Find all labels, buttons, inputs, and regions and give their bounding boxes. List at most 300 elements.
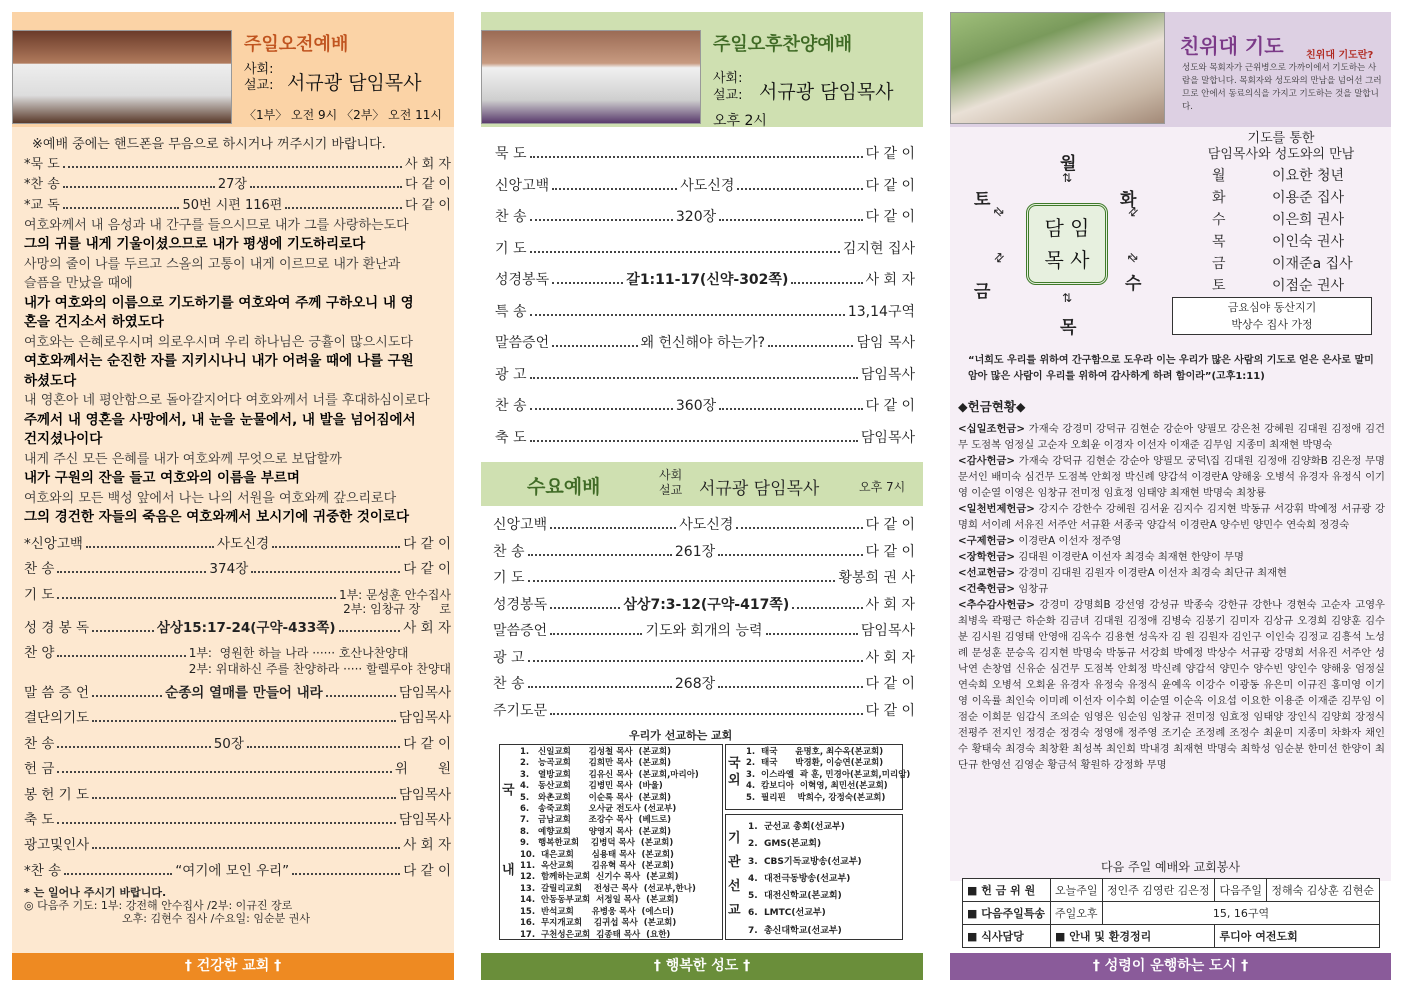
order-label: 찬 송 xyxy=(24,735,55,752)
verse-line: 하셨도다 xyxy=(24,372,77,389)
wednesday-preacher: 서규광 담임목사 xyxy=(699,479,820,499)
order-row xyxy=(24,808,451,833)
order-leader: 다 같 이 xyxy=(403,561,451,578)
order-leader: 담임목사 xyxy=(860,429,915,446)
order-row xyxy=(493,539,915,566)
order-label: 찬 송 xyxy=(493,543,525,560)
order-label: 기 도 xyxy=(493,570,525,586)
order-row xyxy=(495,297,915,329)
order-label: 신앙고백 xyxy=(493,517,548,533)
order-label: 주기도문 xyxy=(493,702,548,719)
order-label: 헌 금 xyxy=(24,761,55,778)
order-label: 광고및인사 xyxy=(24,837,90,854)
table-cell: ■ 다음주일특송 xyxy=(963,902,1051,925)
table-cell: 15, 16구역 xyxy=(1102,902,1379,925)
afternoon-preacher: 서규광 담임목사 xyxy=(759,81,894,103)
dot-leader xyxy=(63,179,215,188)
schedule-person: 이점순 권사 xyxy=(1272,278,1345,294)
wednesday-time: 오후 7시 xyxy=(859,480,906,494)
list-item: 2. 태국 박경환, 이승연(본교회) xyxy=(746,758,884,769)
table-cell: 정해숙 김상훈 김현순 xyxy=(1267,879,1380,902)
order-leader: 다 같 이 xyxy=(865,209,916,225)
order-label: *찬 송 xyxy=(24,862,62,879)
order-leader: 다 같 이 xyxy=(865,146,915,162)
table-cell: ■ 안내 및 환경정리 xyxy=(1051,925,1215,948)
list-item: 3. 열방교회 김유신 목사 (본교회,마리아) xyxy=(520,769,699,780)
order-label: 광 고 xyxy=(493,649,525,666)
offering-title: ◆헌금현황◆ xyxy=(950,397,1391,417)
order-leader: 다 같 이 xyxy=(865,398,916,414)
list-item: 2. 능곡교회 김희만 목사 (본교회) xyxy=(520,758,671,769)
prayer-footer: † 성령이 운행하는 도시 † xyxy=(950,953,1391,980)
list-item: 5. 와촌교회 이순록 목사 (본교회) xyxy=(520,792,671,803)
dot-leader xyxy=(272,539,400,548)
order-value: 261장 xyxy=(674,543,716,560)
dot-leader xyxy=(737,181,862,190)
prayer-quote: “너희도 우리를 위하여 간구함으로 도우라 이는 우리가 많은 사람의 기도로 얻은 은사로 말미암아 많은 사람이 우리를 위하여 감사하게 하려 함이라”(고후1:11) xyxy=(950,349,1391,397)
offering-category: <건축헌금> xyxy=(958,583,1016,595)
verse-line: 내게 주신 모든 은혜를 내가 여호와께 무엇으로 보답할까 xyxy=(24,451,342,467)
dot-leader xyxy=(550,520,676,529)
order-row xyxy=(24,196,451,216)
order-row xyxy=(493,698,915,725)
order-leader: 사 회 자 xyxy=(865,272,916,288)
offering-names: 강경미 강명희B 강선영 강성규 박종숙 강한규 강한나 경현숙 고순자 고영우 최병욱 곽평근 하순화 김금녀 김대원 김정애 김병숙 김봉기 김미자 김상규 오경희 김양훈 김수분 김시원 김영태 안영애 김옥수 김용현 성옥자 김 원 김원자 김인구 이인숙 김정교 김흥석 노성례 문성훈 문승옥 김지현 박명숙 박동규 서강희 박예정 박상수 서규광 강명희 서유진 서주안 성낙연 손창엽 신유순 심건무 도점복 안회정 박신례 양갑석 양민수 양수빈 양인수 양해웅 엄정실 연숙희 오병석 오회윤 유경자 유정숙 유정식 윤예옥 이강수 이광동 유은미 이규진 홍미영 이기영 이옥률 최인숙 이미례 이선자 이수희 이순열 이순옥 이요섭 이요한 이용준 이재준 김무임 이점순 이희문 임갑식 조의순 임영은 임순임 임창규 전미정 임효정 임태양 장인식 김양희 장정식 전평주 전지인 정경순 정경숙 정영애 정주영 조기순 조정례 조정수 최윤미 지종미 차화자 채인수 황태숙 최경숙 최창환 최성복 최인희 박내경 최재현 박명숙 최학성 임순분 한미선 한양이 최단규 한영선 김영순 황금석 황원하 강정화 무명 xyxy=(958,599,1385,771)
dot-leader xyxy=(57,590,336,599)
table-cell: 오늘주일 xyxy=(1051,879,1103,902)
dot-leader xyxy=(92,623,154,632)
order-label: 말 씀 증 언 xyxy=(24,685,90,702)
day-sat: 토 xyxy=(974,190,991,210)
order-row xyxy=(495,265,915,297)
dot-leader xyxy=(528,679,672,688)
day-mon: 월 xyxy=(1060,154,1077,174)
prayer-schedule-row xyxy=(1212,209,1353,231)
arrow-sat-icon: ⇅ xyxy=(990,203,1008,221)
offering-names: 강지수 강한수 강혜원 김서윤 김지수 김지현 박동규 서강휘 박예정 서규광 강명희 서이례 서유진 서주안 서규환 서종국 양갑석 이경란A 양수빈 양민수 연숙희 정경숙 xyxy=(958,503,1385,531)
offering-names: 강경미 김대원 김원자 이경란A 이선자 최경숙 최단규 최재현 xyxy=(1018,567,1288,579)
order-leader: 다 같 이 xyxy=(865,517,916,533)
offering-category: <장학헌금> xyxy=(958,551,1016,563)
verse-line: 슬픔을 만났을 때에 xyxy=(24,276,133,292)
offering-entry xyxy=(958,533,1385,549)
dot-leader xyxy=(92,713,396,722)
order-row xyxy=(24,681,451,706)
order-row xyxy=(24,557,451,582)
list-item: 6. 송죽교회 오사균 전도사 (선교부) xyxy=(520,804,677,815)
org-box xyxy=(725,814,903,940)
dot-leader xyxy=(57,648,185,657)
choir-photo xyxy=(12,30,232,124)
order-value: 320장 xyxy=(675,209,717,225)
wednesday-order xyxy=(481,506,923,724)
order-row xyxy=(24,757,451,782)
verse-line: 여호와의 모든 백성 앞에서 나는 나의 서원을 여호와께 갚으리로다 xyxy=(24,490,397,506)
dot-leader xyxy=(530,307,845,316)
arrow-mon-icon: ⇅ xyxy=(1062,171,1073,185)
schedule-person: 이용준 집사 xyxy=(1272,190,1345,206)
prayer-photo xyxy=(950,12,1165,124)
list-item: 10. 대은교회 심용태 목사 (본교회) xyxy=(520,849,674,860)
order-row xyxy=(24,175,451,195)
order-row xyxy=(495,328,915,360)
order-value: 374장 xyxy=(209,561,249,578)
schedule-day: 월 xyxy=(1212,168,1226,184)
order-leader: 담임목사 xyxy=(398,710,451,727)
dot-leader xyxy=(550,600,620,609)
stand-notice: * 는 일어나 주시기 바랍니다. xyxy=(24,886,167,900)
verse-line: 주께서 내 영혼을 사망에서, 내 눈을 눈물에서, 내 발을 넘어짐에서 xyxy=(24,411,416,428)
afternoon-header xyxy=(481,12,923,127)
dot-leader xyxy=(63,159,402,168)
wednesday-roles: 사회 설교 xyxy=(659,468,683,497)
dot-leader xyxy=(339,623,401,632)
table-row xyxy=(963,879,1380,902)
offering-category: <추수감사헌금> xyxy=(958,599,1035,611)
order-leader: 다 같 이 xyxy=(865,177,916,194)
table-cell: 루디아 여전도회 xyxy=(1215,925,1380,948)
schedule-day: 금 xyxy=(1212,256,1226,272)
order-leader: 김지현 집사 xyxy=(842,240,915,257)
schedule-person: 이인숙 권사 xyxy=(1272,234,1345,250)
responsive-reading xyxy=(24,216,451,528)
list-item: 3. CBS기독교방송(선교부) xyxy=(748,856,862,867)
table-row xyxy=(963,925,1380,948)
order-leader: 다 같 이 xyxy=(865,702,915,719)
schedule-title: 기도를 통한 담임목사와 성도와의 만남 xyxy=(1207,131,1355,162)
order-leader: 위 원 xyxy=(394,761,451,778)
list-item: 12. 함께하는교회 신기수 목사 (본교회) xyxy=(520,872,679,883)
order-label: 말씀증언 xyxy=(493,623,548,639)
order-row xyxy=(495,423,915,455)
order-value: 27장 xyxy=(217,177,247,193)
order-leader: 담임목사 xyxy=(398,786,451,803)
dot-leader xyxy=(250,179,402,188)
dot-leader xyxy=(718,679,862,688)
order-label: *찬 송 xyxy=(24,177,60,193)
order-label: 묵 도 xyxy=(495,146,527,162)
morning-service-panel xyxy=(12,12,454,980)
list-item: 2. GMS(본교회) xyxy=(748,839,822,850)
wednesday-header xyxy=(481,462,923,506)
morning-footer: † 건강한 교회 † xyxy=(12,953,454,980)
order-leader: 사 회 자 xyxy=(403,837,451,854)
order-label: 찬 양 xyxy=(24,645,55,662)
dot-leader xyxy=(736,520,862,529)
order-row xyxy=(24,833,451,858)
afternoon-order xyxy=(481,127,923,454)
choir-photo-2 xyxy=(481,30,701,124)
list-item: 1. 신일교회 김성철 목사 (본교회) xyxy=(520,747,671,757)
dot-leader xyxy=(530,370,858,379)
order-leader: 다 같 이 xyxy=(865,543,916,560)
dot-leader xyxy=(530,401,673,410)
offering-category: <일천번제헌금> xyxy=(958,503,1035,515)
order-label: 찬 송 xyxy=(495,398,527,414)
dot-leader xyxy=(292,866,400,875)
order-leader: 담임 목사 xyxy=(856,335,915,351)
order-label: 신앙고백 xyxy=(495,177,550,194)
list-item: 6. LMTC(선교부) xyxy=(748,908,826,919)
order-leader: 사 회 자 xyxy=(865,596,916,613)
dot-leader xyxy=(251,564,400,573)
table-row xyxy=(963,902,1380,925)
dot-leader xyxy=(63,200,180,209)
order-leader: 담임목사 xyxy=(398,812,451,829)
order-row xyxy=(24,732,451,757)
verse-line: 내 영혼아 네 평안함으로 돌아갈지어다 여호와께서 너를 후대하심이로다 xyxy=(24,393,430,409)
phone-notice: ※예배 중에는 핸드폰을 무음으로 하시거나 꺼주시기 바랍니다. xyxy=(32,137,386,152)
verse-line: 여호와는 은혜로우시며 의로우시며 우리 하나님은 긍휼이 많으시도다 xyxy=(24,334,413,350)
dot-leader xyxy=(718,547,862,556)
order-value: 기도와 회개의 능력 xyxy=(645,623,763,639)
order-label: 결단의기도 xyxy=(24,710,90,727)
prayer-question: 친위대 기도란? xyxy=(1306,50,1374,61)
order-row xyxy=(24,859,451,884)
order-label: *신앙고백 xyxy=(24,535,83,552)
day-wed: 수 xyxy=(1125,274,1142,294)
org-label: 기 관 선 교 xyxy=(728,831,741,918)
prayer-desc: 성도와 목회자가 근위병으로 가까이에서 기도하는 사람을 말합니다. 목회자와 성도와의 만남을 넘어선 그러므로 안에서 동료의식을 가지고 기도하는 것을 말합니다. xyxy=(1182,63,1382,112)
domestic-label: 국 내 xyxy=(502,783,515,878)
order-label: *교 독 xyxy=(24,197,60,213)
list-item: 5. 대전신학교(본교회) xyxy=(748,891,842,902)
dot-leader xyxy=(719,212,862,221)
dot-leader xyxy=(552,338,637,347)
dot-leader xyxy=(64,866,172,875)
dot-leader xyxy=(550,706,862,715)
arrow-thu-icon: ⇅ xyxy=(1062,291,1073,305)
afternoon-footer: † 행복한 성도 † xyxy=(481,953,923,980)
order-leader: 다 같 이 xyxy=(405,197,451,213)
dot-leader xyxy=(552,181,677,190)
order-row xyxy=(495,202,915,234)
next-week-title: 다음 주일 예배와 교회봉사 xyxy=(950,853,1391,881)
offering-entry xyxy=(958,565,1385,581)
order-value: 왜 헌신해야 하는가? xyxy=(640,335,766,351)
afternoon-time: 오후 2시 xyxy=(713,113,767,129)
list-item: 5. 필리핀 박희수, 강정숙(본교회) xyxy=(746,792,886,803)
order-row xyxy=(495,139,915,171)
prayer-header xyxy=(950,12,1391,127)
list-item: 13. 갈릴리교회 전성근 목사 (선교부,한나) xyxy=(520,883,696,894)
missions-title: 우리가 선교하는 교회 xyxy=(629,729,733,742)
pastor-center-box: 담 임 목 사 xyxy=(1026,203,1108,285)
morning-title: 주일오전예배 xyxy=(244,34,349,55)
offering-names: 김대원 이경란A 이선자 최경숙 최재현 한양이 무명 xyxy=(1018,551,1244,563)
dot-leader xyxy=(528,547,672,556)
order-row xyxy=(24,616,451,641)
foreign-label: 국 외 xyxy=(728,756,741,788)
prayer-diagram-section xyxy=(950,127,1391,349)
dot-leader xyxy=(552,275,623,284)
order-leader: 담임목사 xyxy=(860,623,915,639)
list-item: 7. 총신대학교(선교부) xyxy=(748,925,842,936)
list-item: 11. 옥산교회 김유혁 목사 (본교회) xyxy=(520,861,674,872)
list-item: 4. 동산교회 김병민 목사 (바울) xyxy=(520,781,663,792)
dot-leader xyxy=(92,840,400,849)
dot-leader xyxy=(247,739,400,748)
order-row xyxy=(493,565,915,592)
dot-leader xyxy=(530,244,840,253)
verse-line: 그의 귀를 내게 기울이셨으므로 내가 평생에 기도하리로다 xyxy=(24,236,366,253)
schedule-day: 목 xyxy=(1212,234,1226,250)
list-item: 1. 태국 윤명호, 최수옥(본교회) xyxy=(746,747,884,757)
table-cell: ■ 헌 금 위 원 xyxy=(963,879,1051,902)
schedule-person: 이은희 권사 xyxy=(1272,212,1345,228)
schedule-person: 이재준a 집사 xyxy=(1272,256,1353,272)
dot-leader xyxy=(550,626,642,635)
list-item: 17. 구천성은교회 김종태 목사 (요한) xyxy=(520,929,671,940)
order-row xyxy=(24,645,451,677)
table-cell: 주일오후 xyxy=(1051,902,1103,925)
order-label: 기 도 xyxy=(24,586,55,603)
table-cell: ■ 식사담당 xyxy=(963,925,1051,948)
prayer-title: 친위대 기도 xyxy=(1180,34,1284,58)
dot-leader xyxy=(86,539,214,548)
prayer-panel xyxy=(950,12,1391,980)
dot-leader xyxy=(768,338,853,347)
order-leader: 사 회 자 xyxy=(865,649,915,666)
order-leader: 담임목사 xyxy=(860,366,915,383)
next-prayer-2: 오후: 김현수 집사 /수요일: 임순분 권사 xyxy=(122,912,310,926)
schedule-day: 토 xyxy=(1212,278,1226,294)
list-item: 3. 이스라엘 곽 훈, 민경아(본교회,미리암) xyxy=(746,769,911,780)
offering-category: <선교헌금> xyxy=(958,567,1016,579)
order-value: 삼상15:17-24(구약-433쪽) xyxy=(156,619,336,636)
next-prayer-1: ◎ 다음주 기도: 1부: 강전해 안수집사 /2부: 이규진 장로 xyxy=(24,899,293,913)
offering-names: 가재숙 강경미 강덕규 김현순 강순아 양필모 강은천 강혜원 김대원 김정애 김건무 도점복 엄정실 고순자 오회윤 이경자 이선자 이재준 김무임 지종미 최재현 박명숙 xyxy=(958,423,1385,451)
list-item: 9. 행복한교회 김병덕 목사 (본교회) xyxy=(520,838,674,849)
order-leader: 1부: 문성훈 안수집사 2부: 임창규 장 로 xyxy=(338,587,451,616)
offering-list xyxy=(950,417,1391,853)
offering-entry xyxy=(958,421,1385,453)
order-leader: 황봉희 권 사 xyxy=(838,570,915,586)
schedule-day: 화 xyxy=(1212,190,1226,206)
offering-names: 임창규 xyxy=(1018,583,1049,595)
order-row xyxy=(493,671,915,698)
dot-leader xyxy=(528,653,863,662)
dot-leader xyxy=(285,200,402,209)
order-leader: 사 회 자 xyxy=(405,157,451,173)
order-label: 축 도 xyxy=(495,429,527,446)
order-label: 성경봉독 xyxy=(493,596,548,613)
order-label: 특 송 xyxy=(495,303,527,320)
table-cell: 정인주 김영란 김은정 xyxy=(1102,879,1215,902)
order-row xyxy=(495,171,915,203)
order-row xyxy=(24,706,451,731)
order-label: 기 도 xyxy=(495,240,527,257)
order-leader: 13,14구역 xyxy=(847,303,915,320)
morning-header xyxy=(12,12,454,127)
service-table xyxy=(962,878,1380,948)
order-leader: 사 회 자 xyxy=(403,619,451,636)
verse-line: 혼을 건지소서 하였도다 xyxy=(24,314,164,331)
dot-leader xyxy=(57,739,210,748)
verse-line: 내가 구원의 잔을 들고 여호와의 이름을 부르며 xyxy=(24,470,300,487)
schedule-person: 이요한 청년 xyxy=(1272,168,1345,184)
prayer-schedule-row xyxy=(1212,253,1353,275)
order-value: 사도신경 xyxy=(217,535,270,552)
list-item: 8. 예향교회 양영지 목사 (본교회) xyxy=(520,826,671,837)
morning-roles: 사회: 설교: xyxy=(244,62,274,93)
table-cell: 다음주일 xyxy=(1215,879,1267,902)
dot-leader xyxy=(792,600,862,609)
dot-leader xyxy=(766,626,858,635)
list-item: 7. 금남교회 조강수 목사 (베드로) xyxy=(520,815,671,826)
order-row xyxy=(493,592,915,619)
order-row xyxy=(24,532,451,557)
order-row xyxy=(493,618,915,645)
order-label: 광 고 xyxy=(495,366,527,383)
order-value: 사도신경 xyxy=(679,517,734,533)
order-label: 찬 송 xyxy=(24,561,55,578)
verse-line: 사망의 줄이 나를 두르고 스올의 고통이 내게 이르므로 내가 환난과 xyxy=(24,256,401,272)
verse-line: 내가 여호와의 이름으로 기도하기를 여호와여 주께 구하오니 내 영 xyxy=(24,294,414,311)
list-item: 16. 무지개교회 김귀섭 목사 (본교회) xyxy=(520,918,677,929)
order-leader: 다 같 이 xyxy=(403,735,452,752)
list-item: 4. 대전극동방송(선교부) xyxy=(748,873,851,884)
offering-entry xyxy=(958,453,1385,501)
dot-leader xyxy=(530,212,673,221)
offering-category: <십일조헌금> xyxy=(958,423,1025,435)
dot-leader xyxy=(791,275,862,284)
order-value: 삼상7:3-12(구약-417쪽) xyxy=(623,596,790,613)
order-label: 성 경 봉 독 xyxy=(24,619,90,636)
dot-leader xyxy=(326,688,396,697)
order-value: “여기에 모인 우리” xyxy=(175,862,290,879)
offering-entry xyxy=(958,597,1385,773)
order-label: 축 도 xyxy=(24,812,55,829)
morning-order xyxy=(12,127,454,962)
order-leader: 다 같 이 xyxy=(403,535,451,552)
offering-names: 이경란A 이선자 정주영 xyxy=(1018,535,1122,547)
order-leader: 담임목사 xyxy=(398,685,451,702)
verse-line: 건지셨나이다 xyxy=(24,431,103,448)
dot-leader xyxy=(57,764,392,773)
order-value: 50번 시편 116편 xyxy=(182,197,283,213)
dot-leader xyxy=(530,433,858,442)
dot-leader xyxy=(92,790,396,799)
domestic-box xyxy=(499,744,723,940)
dot-leader xyxy=(57,815,395,824)
offering-names: 가재숙 강덕규 김현순 강순아 양필모 궁덕\집 김대원 김정애 김양화B 김은정 무명 문서인 배미숙 심건무 도점복 안회정 박신례 양갑석 이경란A 양해웅 오병석 유경자 유정식 이기영 이순열 이영은 임창규 전미정 임효정 임태양 최재현 박명숙 최창룡 xyxy=(958,455,1386,499)
order-row xyxy=(495,391,915,423)
friday-night-box: 금요심야 동산지기 박상수 집사 가정 xyxy=(1172,297,1372,335)
order-label: 성경봉독 xyxy=(495,272,550,288)
list-item: 15. 반석교회 유병웅 목사 (에스더) xyxy=(520,906,674,917)
dot-leader xyxy=(719,401,862,410)
day-tue: 화 xyxy=(1120,190,1137,210)
prayer-schedule-row xyxy=(1212,165,1353,187)
order-value: 사도신경 xyxy=(680,177,735,194)
offering-category: <감사헌금> xyxy=(958,455,1016,467)
day-fri: 금 xyxy=(974,282,991,302)
dot-leader xyxy=(57,564,206,573)
order-value: 50장 xyxy=(213,735,244,752)
afternoon-title: 주일오후찬양예배 xyxy=(713,34,853,55)
arrow-tue-icon: ⇅ xyxy=(1124,203,1142,221)
order-value: 268장 xyxy=(674,676,716,692)
order-row xyxy=(24,155,451,175)
order-row xyxy=(24,583,451,616)
list-item: 4. 캄보디아 이혁영, 최민선(본교회) xyxy=(746,781,888,792)
order-label: 봉 헌 기 도 xyxy=(24,786,90,803)
order-row xyxy=(495,360,915,392)
offering-entry xyxy=(958,549,1385,565)
prayer-schedule-row xyxy=(1212,187,1353,209)
prayer-schedule-row xyxy=(1212,231,1353,253)
